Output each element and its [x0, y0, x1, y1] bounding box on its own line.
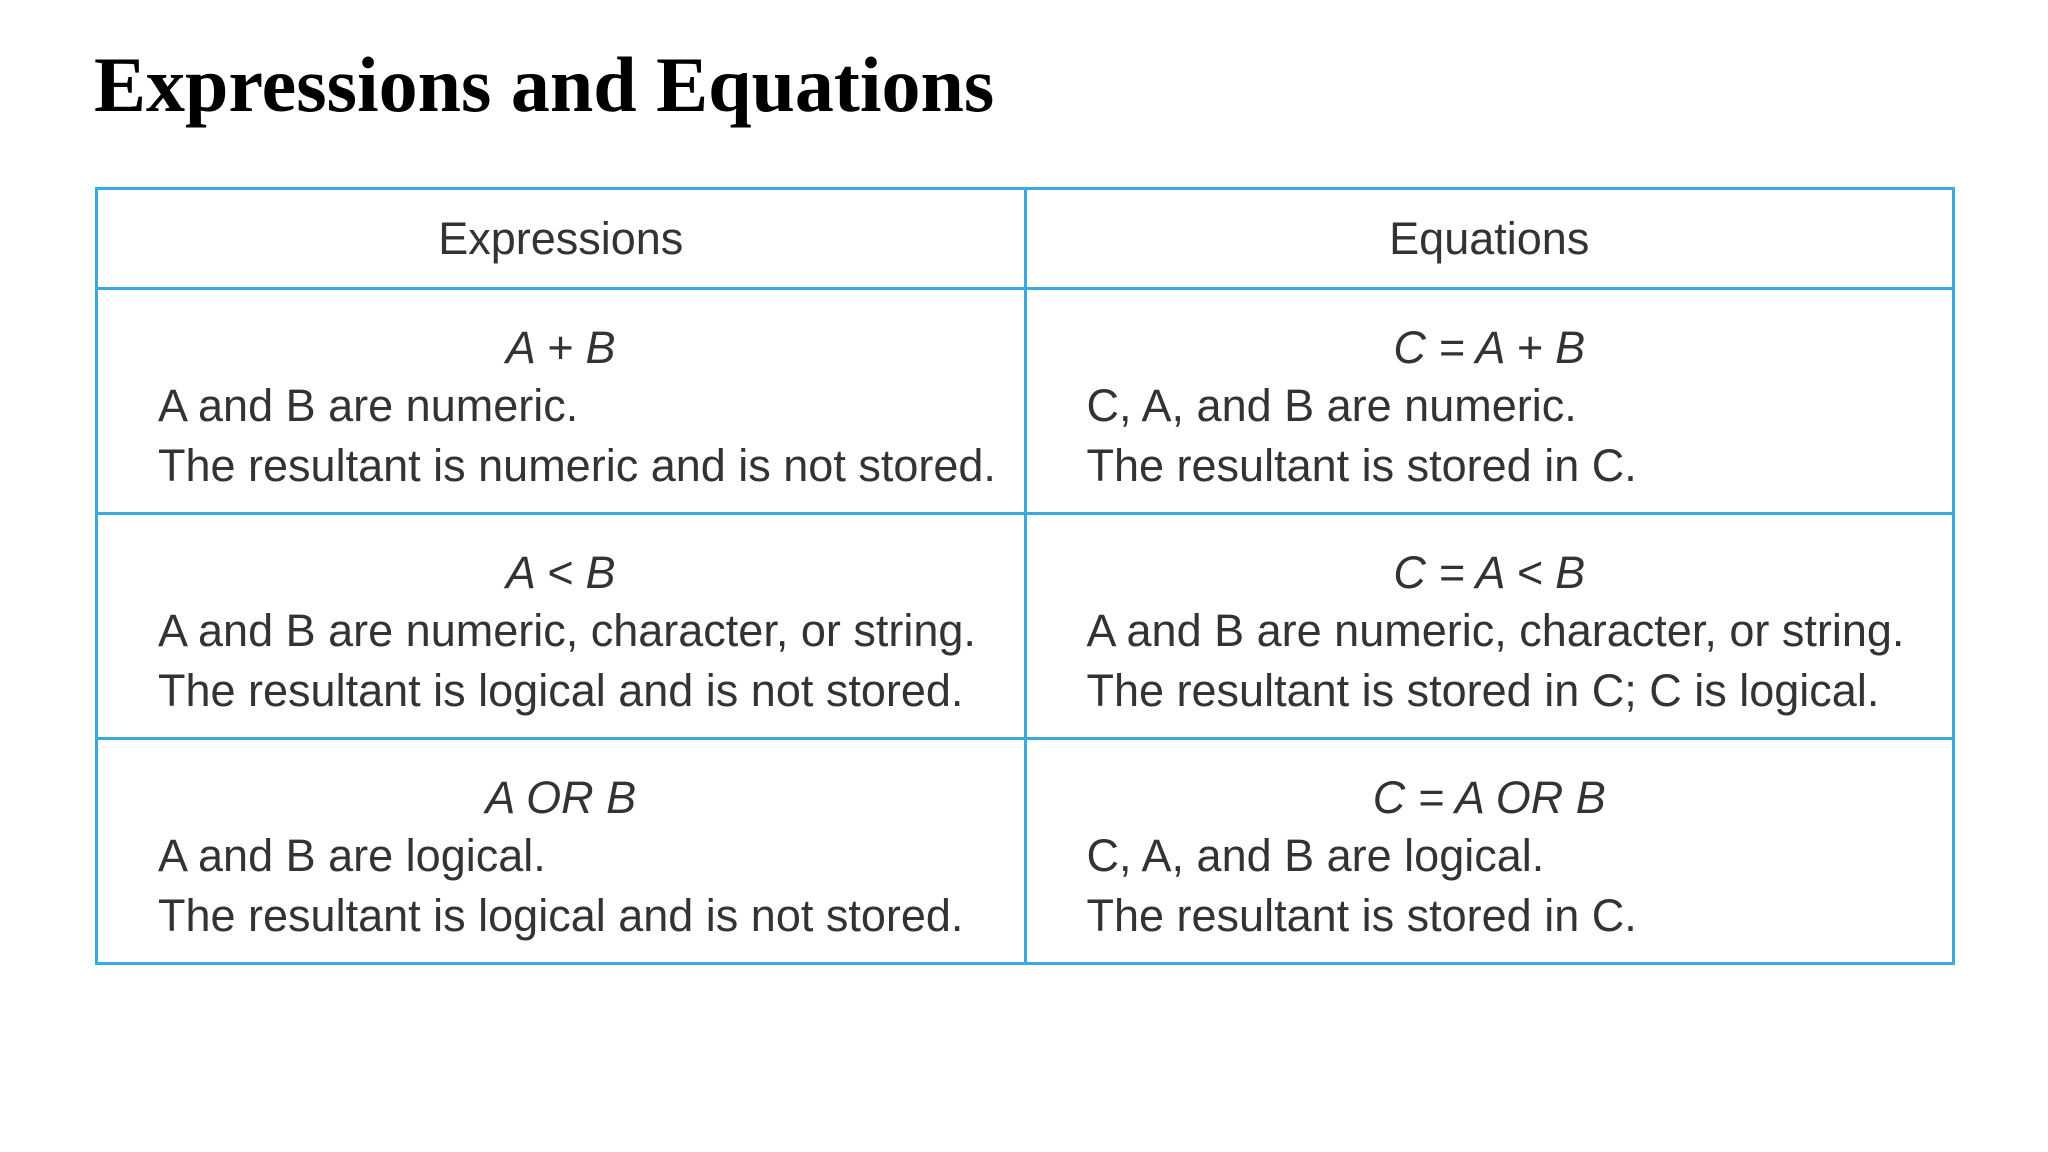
expression-cell [97, 289, 1026, 514]
expression-result-note: The resultant is numeric and is not stored. [158, 440, 996, 491]
expression-description: A and B are logical. [158, 830, 546, 881]
equation-cell [1025, 289, 1954, 514]
table-row [97, 514, 1954, 739]
header-equations: Equations [1025, 189, 1954, 289]
expression-result-note: The resultant is logical and is not stored. [158, 665, 964, 716]
equation-formula: C = A OR B [1372, 772, 1606, 823]
expression-cell [97, 739, 1026, 964]
equation-formula: C = A + B [1393, 322, 1586, 373]
equation-cell [1025, 739, 1954, 964]
equation-formula: C = A < B [1393, 547, 1586, 598]
equation-description: C, A, and B are numeric. [1086, 380, 1577, 431]
equation-description: C, A, and B are logical. [1086, 830, 1545, 881]
equation-description: A and B are numeric, character, or string. [1086, 605, 1905, 656]
header-expressions: Expressions [97, 189, 1026, 289]
equation-result-note: The resultant is stored in C. [1086, 440, 1637, 491]
expression-result-note: The resultant is logical and is not stored. [158, 890, 964, 941]
equation-result-note: The resultant is stored in C; C is logical. [1086, 665, 1880, 716]
expression-description: A and B are numeric, character, or string. [158, 605, 976, 656]
expression-formula: A < B [505, 547, 616, 598]
table-header-row [97, 189, 1954, 289]
table-row [97, 739, 1954, 964]
expression-formula: A + B [505, 322, 616, 373]
expression-description: A and B are numeric. [158, 380, 579, 431]
table-row [97, 289, 1954, 514]
expressions-equations-table [95, 187, 1955, 965]
expression-cell [97, 514, 1026, 739]
expression-formula: A OR B [485, 772, 637, 823]
equation-cell [1025, 514, 1954, 739]
slide-title: Expressions and Equations [94, 41, 995, 128]
equation-result-note: The resultant is stored in C. [1086, 890, 1637, 941]
